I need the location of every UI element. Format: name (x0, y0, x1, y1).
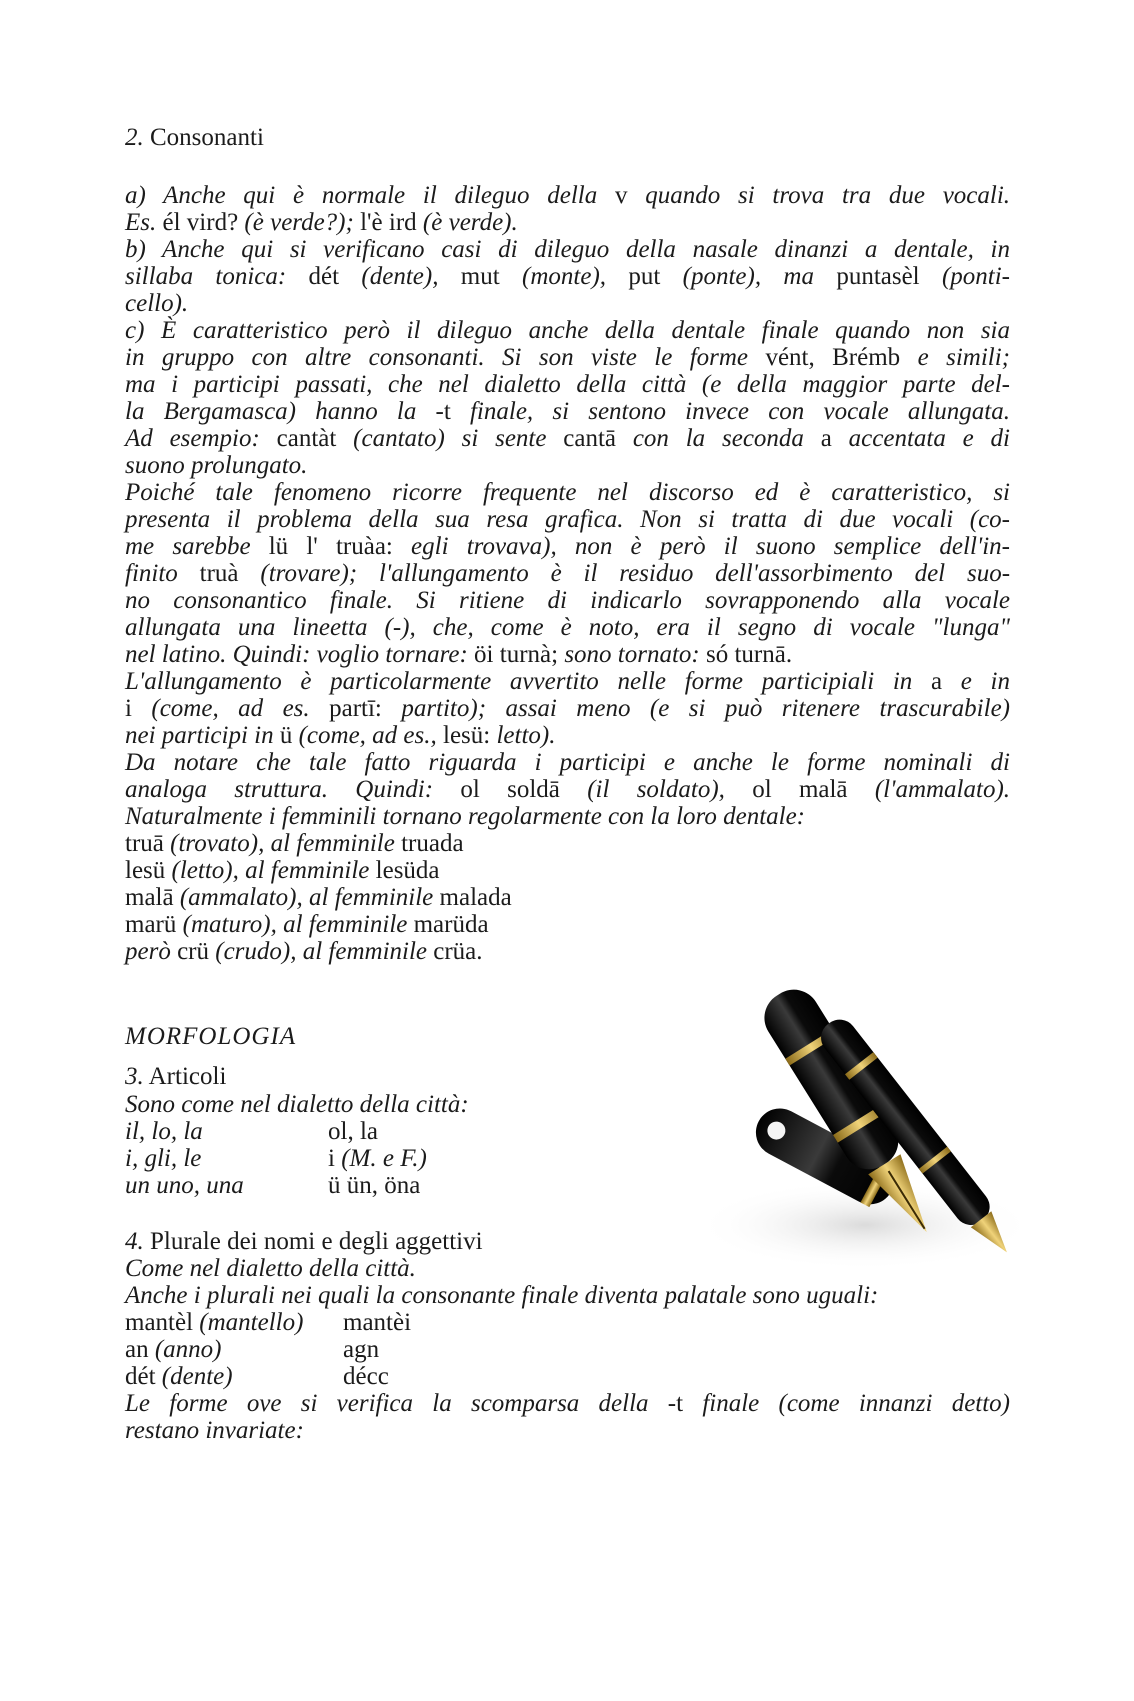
form-row: però crü (crudo), al femminile crüa. (125, 938, 483, 965)
articoli-dialect: ol, la (328, 1118, 378, 1145)
section-heading-plurale: 4. Plurale dei nomi e degli aggettivi (125, 1228, 483, 1255)
plurale-plural: décc (343, 1363, 389, 1390)
plurale-singular: mantèl (mantello) (125, 1309, 304, 1336)
plurale-singular: dét (dente) (125, 1363, 233, 1390)
paragraph-p4-line3: Naturalmente i femminili tornano regolarmente con la loro dentale: (125, 803, 806, 830)
articoli-italian: un uno, una (125, 1172, 244, 1199)
paragraph-c-line2: in gruppo con altre consonanti. Si son viste le forme vént, Brémb e simili; (125, 344, 1010, 371)
articoli-dialect: ü ün, öna (328, 1172, 421, 1199)
paragraph-p2-line3: me sarebbe lü l' truàa: egli trovava), non è però il suono semplice dell'in- (125, 533, 1011, 560)
form-row: malā (ammalato), al femminile malada (125, 884, 512, 911)
section-heading-consonanti: 2. Consonanti (125, 124, 264, 151)
articoli-italian: i, gli, le (125, 1145, 202, 1172)
paragraph-p2-line7: nel latino. Quindi: voglio tornare: öi turnà; sono tornato: só turnā. (125, 641, 793, 668)
paragraph-p3-line2: i (come, ad es. partī: partito); assai meno (e si può ritenere trascurabile) (125, 695, 1010, 722)
plurale-closing-line1: Le forme ove si verifica la scomparsa della -t finale (come innanzi detto) (125, 1390, 1011, 1417)
paragraph-c-line4: la Bergamasca) hanno la -t finale, si sentono invece con vocale allungata. (125, 398, 1010, 425)
plurale-plural: mantèi (343, 1309, 412, 1336)
form-row: marü (maturo), al femminile marüda (125, 911, 489, 938)
paragraph-c-line3: ma i participi passati, che nel dialetto della città (e della maggior parte del- (125, 371, 1010, 398)
plurale-singular: an (anno) (125, 1336, 222, 1363)
paragraph-p3-line3: nei participi in ü (come, ad es., lesü: letto). (125, 722, 556, 749)
pen-illustration-icon (690, 975, 1050, 1305)
paragraph-a-line1: a) Anche qui è normale il dileguo della v quando si trova tra due vocali. (125, 182, 1011, 209)
paragraph-p3-line1: L'allungamento è particolarmente avvertito nelle forme participiali in a e in (125, 668, 1010, 695)
plurale-closing-line2: restano invariate: (125, 1417, 304, 1444)
form-row: truā (trovato), al femminile truada (125, 830, 464, 857)
paragraph-a-line2: Es. él vird? (è verde?); l'è ird (è verde). (125, 209, 518, 236)
articoli-dialect: i (M. e F.) (328, 1145, 427, 1172)
paragraph-c-line5: Ad esempio: cantàt (cantato) si sente cantā con la seconda a accentata e di (125, 425, 1011, 452)
plurale-plural: agn (343, 1336, 380, 1363)
paragraph-c-line6: suono prolungato. (125, 452, 308, 479)
paragraph-p2-line6: allungata una lineetta (-), che, come è noto, era il segno di vocale "lunga" (125, 614, 1010, 641)
plurale-intro1: Come nel dialetto della città. (125, 1255, 416, 1282)
paragraph-p4-line1: Da notare che tale fatto riguarda i participi e anche le forme nominali di (125, 749, 1010, 776)
section-title-morfologia: MORFOLOGIA (125, 1023, 297, 1050)
articoli-intro: Sono come nel dialetto della città: (125, 1091, 469, 1118)
paragraph-b-line1: b) Anche qui si verificano casi di dileguo della nasale dinanzi a dentale, in (125, 236, 1010, 263)
paragraph-p2-line2: presenta il problema della sua resa grafica. Non si tratta di due vocali (co- (125, 506, 1010, 533)
paragraph-b-line3: cello). (125, 290, 189, 317)
articoli-italian: il, lo, la (125, 1118, 203, 1145)
plurale-intro2: Anche i plurali nei quali la consonante finale diventa palatale sono uguali: (125, 1282, 879, 1309)
paragraph-c-line1: c) È caratteristico però il dileguo anche della dentale finale quando non sia (125, 317, 1010, 344)
paragraph-p2-line5: no consonantico finale. Si ritiene di indicarlo sovrapponendo alla vocale (125, 587, 1010, 614)
paragraph-b-line2: sillaba tonica: dét (dente), mut (monte), put (ponte), ma puntasèl (ponti- (125, 263, 1011, 290)
paragraph-p2-line1: Poiché tale fenomeno ricorre frequente nel discorso ed è caratteristico, si (125, 479, 1010, 506)
form-row: lesü (letto), al femminile lesüda (125, 857, 440, 884)
section-heading-articoli: 3. Articoli (125, 1063, 227, 1090)
paragraph-p4-line2: analoga struttura. Quindi: ol soldā (il soldato), ol malā (l'ammalato). (125, 776, 1011, 803)
paragraph-p2-line4: finito truà (trovare); l'allungamento è il residuo dell'assorbimento del suo- (125, 560, 1011, 587)
